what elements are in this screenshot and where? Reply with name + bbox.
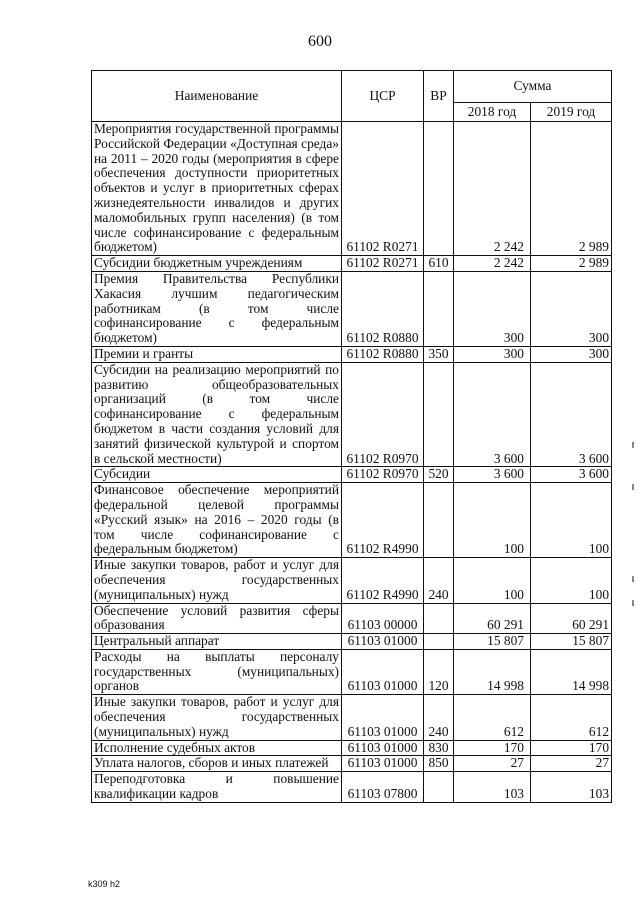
row-csr-cell: 61102 R4990 [342, 483, 424, 558]
row-vr-cell: 610 [424, 256, 454, 272]
row-vr-cell [424, 362, 454, 467]
row-sum-2018-cell: 2 242 [454, 256, 531, 272]
row-sum-2018-cell: 612 [454, 695, 531, 740]
row-sum-2019-cell: 3 600 [531, 467, 612, 483]
row-vr-cell [424, 483, 454, 558]
row-sum-2019-cell: 100 [531, 558, 612, 603]
header-name: Наименование [92, 71, 342, 122]
row-sum-2019-cell: 103 [531, 772, 612, 803]
row-vr-cell: 350 [424, 346, 454, 362]
row-name-cell: Переподготовка и повышение квалификации кадров [92, 772, 342, 803]
row-sum-2019-cell: 60 291 [531, 603, 612, 634]
row-sum-2018-cell: 15 807 [454, 634, 531, 650]
table-row [92, 649, 612, 694]
header-year-2018: 2018 год [454, 103, 531, 122]
footer-code: k309 h2 [88, 879, 121, 889]
row-vr-cell: 240 [424, 695, 454, 740]
row-sum-2018-cell: 300 [454, 271, 531, 346]
row-vr-cell [424, 634, 454, 650]
page-number: 600 [308, 33, 332, 50]
row-vr-cell [424, 603, 454, 634]
row-sum-2018-cell: 170 [454, 740, 531, 756]
table-row [92, 256, 612, 272]
table-row [92, 634, 612, 650]
row-name-cell: Субсидии бюджетным учреждениям [92, 256, 342, 272]
table-row [92, 603, 612, 634]
row-csr-cell: 61103 01000 [342, 740, 424, 756]
row-csr-cell: 61103 01000 [342, 695, 424, 740]
table-row [92, 346, 612, 362]
table-row [92, 483, 612, 558]
row-sum-2019-cell: 27 [531, 756, 612, 772]
row-sum-2018-cell: 27 [454, 756, 531, 772]
row-name-cell: Субсидии [92, 467, 342, 483]
row-vr-cell [424, 271, 454, 346]
row-name-cell: Премии и гранты [92, 346, 342, 362]
table-row [92, 271, 612, 346]
row-name-cell: Расходы на выплаты персоналу государственных (муниципальных) органов [92, 649, 342, 694]
row-name-cell: Центральный аппарат [92, 634, 342, 650]
header-csr: ЦСР [342, 71, 424, 122]
row-csr-cell: 61102 R0271 [342, 122, 424, 256]
row-sum-2019-cell: 15 807 [531, 634, 612, 650]
row-csr-cell: 61102 R0880 [342, 271, 424, 346]
row-csr-cell: 61102 R0271 [342, 256, 424, 272]
table-row [92, 772, 612, 803]
row-sum-2019-cell: 14 998 [531, 649, 612, 694]
row-sum-2019-cell: 2 989 [531, 122, 612, 256]
row-csr-cell: 61102 R0880 [342, 346, 424, 362]
row-vr-cell [424, 122, 454, 256]
row-csr-cell: 61103 00000 [342, 603, 424, 634]
row-sum-2019-cell: 170 [531, 740, 612, 756]
row-sum-2019-cell: 612 [531, 695, 612, 740]
table-row [92, 362, 612, 467]
row-sum-2018-cell: 2 242 [454, 122, 531, 256]
row-name-cell: Уплата налогов, сборов и иных платежей [92, 756, 342, 772]
row-csr-cell: 61102 R0970 [342, 467, 424, 483]
table-row [92, 695, 612, 740]
row-sum-2019-cell: 300 [531, 346, 612, 362]
table-row [92, 558, 612, 603]
table-row [92, 122, 612, 256]
row-vr-cell: 830 [424, 740, 454, 756]
row-name-cell: Финансовое обеспечение мероприятий федеральной целевой программы «Русский язык» на 2016 – 2020 годы (в том числе софинансирование с федеральным бюджетом) [92, 483, 342, 558]
row-vr-cell: 240 [424, 558, 454, 603]
row-csr-cell: 61103 01000 [342, 756, 424, 772]
edge-mark [632, 442, 634, 448]
row-sum-2018-cell: 103 [454, 772, 531, 803]
row-vr-cell: 850 [424, 756, 454, 772]
row-sum-2019-cell: 100 [531, 483, 612, 558]
table-row [92, 740, 612, 756]
row-sum-2018-cell: 3 600 [454, 467, 531, 483]
row-name-cell: Мероприятия государственной программы Российской Федерации «Доступная среда» на 2011 – 2020 годы (мероприятия в сфере обеспечения доступности приоритетных объектов и услуг в приоритетных сферах жизнедеятельности инвалидов и других маломобильных групп населения) (в том числе софинансирование с федеральным бюджетом) [92, 122, 342, 256]
row-vr-cell: 120 [424, 649, 454, 694]
row-sum-2018-cell: 100 [454, 558, 531, 603]
header-year-2019: 2019 год [531, 103, 612, 122]
row-vr-cell: 520 [424, 467, 454, 483]
row-name-cell: Субсидии на реализацию мероприятий по развитию общеобразовательных организаций (в том числе софинансирование с федеральным бюджетом в части создания условий для занятий физической культурой и спортом в сельской местности) [92, 362, 342, 467]
row-name-cell: Иные закупки товаров, работ и услуг для обеспечения государственных (муниципальных) нужд [92, 558, 342, 603]
header-vr: ВР [424, 71, 454, 122]
row-sum-2019-cell: 300 [531, 271, 612, 346]
edge-mark [632, 576, 634, 582]
table-row [92, 756, 612, 772]
row-csr-cell: 61102 R4990 [342, 558, 424, 603]
row-name-cell: Исполнение судебных актов [92, 740, 342, 756]
row-csr-cell: 61103 07800 [342, 772, 424, 803]
row-csr-cell: 61102 R0970 [342, 362, 424, 467]
header-sum: Сумма [454, 71, 612, 103]
row-name-cell: Иные закупки товаров, работ и услуг для обеспечения государственных (муниципальных) нужд [92, 695, 342, 740]
row-csr-cell: 61103 01000 [342, 634, 424, 650]
row-vr-cell [424, 772, 454, 803]
budget-table [91, 70, 612, 803]
row-sum-2018-cell: 60 291 [454, 603, 531, 634]
row-sum-2019-cell: 3 600 [531, 362, 612, 467]
row-sum-2018-cell: 14 998 [454, 649, 531, 694]
edge-mark [632, 600, 634, 606]
edge-mark [632, 484, 634, 490]
row-csr-cell: 61103 01000 [342, 649, 424, 694]
row-name-cell: Обеспечение условий развития сферы образования [92, 603, 342, 634]
row-sum-2018-cell: 100 [454, 483, 531, 558]
row-sum-2018-cell: 3 600 [454, 362, 531, 467]
row-name-cell: Премия Правительства Республики Хакасия лучшим педагогическим работникам (в том числе софинансирование с федеральным бюджетом) [92, 271, 342, 346]
row-sum-2018-cell: 300 [454, 346, 531, 362]
row-sum-2019-cell: 2 989 [531, 256, 612, 272]
table-row [92, 467, 612, 483]
